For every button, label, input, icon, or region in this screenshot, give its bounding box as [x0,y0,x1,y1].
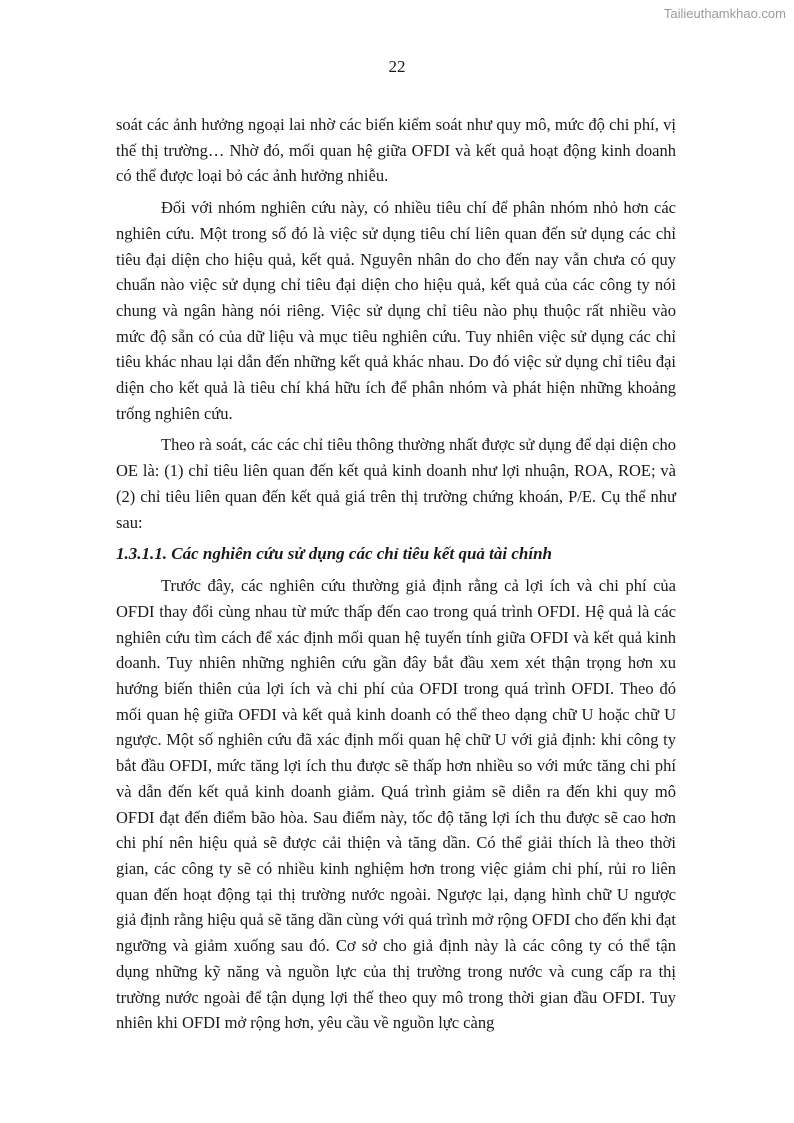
paragraph-financial-studies: Trước đây, các nghiên cứu thường giả định rằng cả lợi ích và chi phí của OFDI thay đổi cùng nhau từ mức thấp đến cao trong quá trình OFDI. Hệ quả là các nghiên cứu tìm cách để xác định mối quan hệ tuyến tính giữa OFDI và kết quả kinh doanh. Tuy nhiên những nghiên cứu gần đây bắt đầu xem xét thận trọng hơn xu hướng biến thiên của lợi ích và chi phí của OFDI trong quá trình OFDI. Theo đó mối quan hệ giữa OFDI và kết quả kinh doanh có thể theo dạng chữ U hoặc chữ U ngược. Một số nghiên cứu đã xác định mối quan hệ chữ U với giả định: khi công ty bắt đầu OFDI, mức tăng lợi ích thu được sẽ thấp hơn nhiều so với mức tăng chi phí và dẫn đến kết quả kinh doanh giảm. Quá trình giảm sẽ diễn ra đến khi quy mô OFDI đạt đến điểm bão hòa. Sau điểm này, tốc độ tăng lợi ích thu được sẽ cao hơn chi phí nên hiệu quả sẽ được cải thiện và tăng dần. Có thể giải thích là theo thời gian, các công ty sẽ có nhiều kinh nghiệm hơn trong việc giảm chi phí, rủi ro liên quan đến hoạt động tại thị trường nước ngoài. Ngược lại, dạng hình chữ U ngược giả định rằng hiệu quả sẽ tăng dần cùng với quá trình mở rộng OFDI cho đến khi đạt ngưỡng và giảm xuống sau đó. Cơ sở cho giả định này là các công ty có thể tận dụng những kỹ năng và nguồn lực của thị trường trong nước và cung cấp ra thị trường nước ngoài để tận dụng lợi thế theo quy mô trong thời gian đầu OFDI. Tuy nhiên khi OFDI mở rộng hơn, yêu cầu về nguồn lực càng [116,576,676,1033]
page-body [116,112,676,1042]
paragraph-indicators: Theo rà soát, các các chỉ tiêu thông thường nhất được sử dụng để dại diện cho OE là: (1) chỉ tiêu liên quan đến kết quả kinh doanh như lợi nhuận, ROA, ROE; và (2) chỉ tiêu liên quan đến kết quả giá trên thị trường chứng khoán, P/E. Cụ thể như sau: [116,435,676,532]
paragraph-continuation: soát các ảnh hưởng ngoại lai nhờ các biến kiểm soát như quy mô, mức độ chi phí, vị thế thị trường… Nhờ đó, mối quan hệ giữa OFDI và kết quả hoạt động kinh doanh có thể được loại bỏ các ảnh hưởng nhiễu. [116,115,676,186]
paragraph-research-criteria: Đối với nhóm nghiên cứu này, có nhiều tiêu chí để phân nhóm nhỏ hơn các nghiên cứu. Một trong số đó là việc sử dụng tiêu chí liên quan đến sử dụng các chỉ tiêu đại diện cho hiệu quả, kết quả. Nguyên nhân do cho đến nay vẫn chưa có quy chuẩn nào việc sử dụng chỉ tiêu đại diện cho hiệu quả, kết quả của các công ty nói chung và ngân hàng nói riêng. Việc sử dụng chỉ tiêu nào phụ thuộc rất nhiều vào mức độ sẵn có của dữ liệu và mục tiêu nghiên cứu. Tuy nhiên việc sử dụng các chỉ tiêu khác nhau lại dẫn đến những kết quả khác nhau. Do đó việc sử dụng chỉ tiêu đại diện cho kết quả là tiêu chí khá hữu ích để phân nhóm và phát hiện những khoảng trống nghiên cứu. [116,198,676,423]
section-heading: 1.3.1.1. Các nghiên cứu sử dụng các chỉ tiêu kết quả tài chính [116,544,552,564]
page-number: 22 [388,57,406,76]
watermark: Tailieuthamkhao.com [663,6,786,21]
